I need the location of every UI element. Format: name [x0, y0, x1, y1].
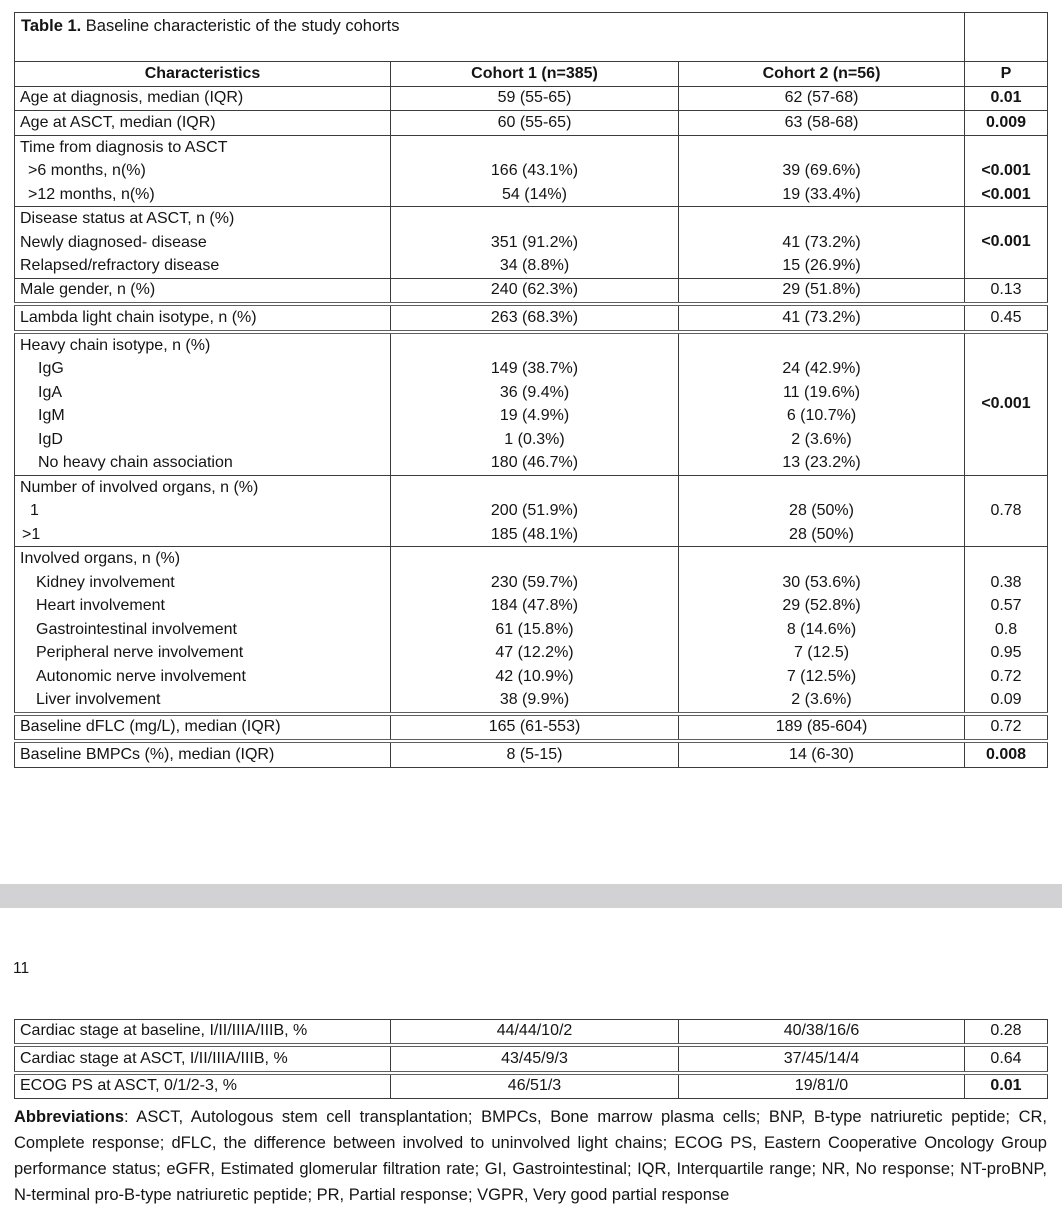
- table-title-row: [15, 13, 1048, 62]
- header-characteristics: Characteristics: [15, 62, 391, 87]
- characteristic-line: IgD: [38, 430, 63, 448]
- p-value-line: 0.57: [990, 597, 1022, 614]
- table-row: [15, 278, 1048, 304]
- p-value-line: 0.72: [990, 667, 1022, 685]
- p-value-cell: <0.001: [965, 207, 1048, 279]
- value-line: 28 (50%): [789, 525, 854, 543]
- table-row: [15, 741, 1048, 767]
- table-row: [15, 207, 1048, 279]
- p-value-cell: 0.13: [965, 278, 1048, 304]
- page-number: 11: [13, 959, 30, 977]
- characteristic-cell: [15, 475, 391, 547]
- characteristic-cell: Male gender, n (%): [15, 278, 391, 304]
- characteristic-cell: Lambda light chain isotype, n (%): [15, 304, 391, 332]
- p-value-line: 0.8: [994, 620, 1018, 638]
- characteristic-line: Involved organs, n (%): [20, 550, 181, 567]
- characteristic-cell: Age at ASCT, median (IQR): [15, 111, 391, 136]
- value-line: [391, 334, 678, 358]
- value-line: 39 (69.6%): [782, 162, 861, 179]
- p-value-cell: <0.001: [965, 332, 1048, 476]
- value-line: 11 (19.6%): [782, 383, 861, 401]
- header-row: [15, 62, 1048, 87]
- cohort1-value-cell: [391, 332, 679, 476]
- cohort1-value-cell: 43/45/9/3: [391, 1045, 679, 1073]
- table-row: [15, 332, 1048, 476]
- header-cohort1: Cohort 1 (n=385): [391, 62, 679, 87]
- value-line: 19 (4.9%): [499, 407, 570, 424]
- value-line: [679, 476, 964, 500]
- table-row: [15, 135, 1048, 207]
- characteristic-line: Relapsed/refractory disease: [20, 257, 220, 274]
- p-value-cell: 0.01: [965, 1073, 1048, 1099]
- characteristic-line: No heavy chain association: [38, 454, 233, 471]
- value-line: 8 (14.6%): [786, 620, 857, 638]
- table-row: [15, 1019, 1048, 1045]
- characteristic-line: Disease status at ASCT, n (%): [20, 210, 235, 227]
- table-title-number: Table 1.: [21, 17, 82, 35]
- value-line: 166 (43.1%): [490, 162, 579, 179]
- p-value-line: [965, 136, 1047, 160]
- p-value-cell: 0.008: [965, 741, 1048, 767]
- characteristic-line: IgM: [38, 407, 65, 424]
- characteristic-line: Heavy chain isotype, n (%): [20, 336, 211, 354]
- abbreviations-note: [14, 1104, 1047, 1208]
- continuation-table-body: [15, 1019, 1048, 1099]
- cohort1-value-cell: 46/51/3: [391, 1073, 679, 1099]
- cohort2-value-cell: [679, 135, 965, 207]
- characteristic-cell: Baseline dFLC (mg/L), median (IQR): [15, 714, 391, 742]
- value-line: 180 (46.7%): [490, 454, 579, 471]
- table-title-cell: [15, 13, 965, 62]
- table-row: [15, 86, 1048, 111]
- p-value-cell: 0.28: [965, 1019, 1048, 1045]
- characteristic-line: Newly diagnosed- disease: [20, 233, 207, 251]
- table-title-empty-cell: [965, 13, 1048, 62]
- value-line: 24 (42.9%): [782, 360, 861, 377]
- header-cohort2: Cohort 2 (n=56): [679, 62, 965, 87]
- characteristic-line: Autonomic nerve involvement: [36, 667, 246, 685]
- table-row: [15, 1045, 1048, 1073]
- characteristic-cell: [15, 207, 391, 279]
- cohort1-value-cell: 263 (68.3%): [391, 304, 679, 332]
- p-value-cell: 0.009: [965, 111, 1048, 136]
- value-line: 200 (51.9%): [490, 502, 579, 519]
- value-line: 7 (12.5%): [786, 667, 857, 685]
- cohort2-value-cell: [679, 332, 965, 476]
- characteristic-cell: Baseline BMPCs (%), median (IQR): [15, 741, 391, 767]
- value-line: [391, 136, 678, 160]
- cohort2-value-cell: 41 (73.2%): [679, 304, 965, 332]
- characteristic-cell: Cardiac stage at ASCT, I/II/IIIA/IIIB, %: [15, 1045, 391, 1073]
- characteristic-cell: [15, 135, 391, 207]
- characteristic-line: Kidney involvement: [36, 573, 175, 591]
- cohort2-value-cell: [679, 207, 965, 279]
- characteristic-line: IgA: [38, 383, 63, 401]
- value-line: 41 (73.2%): [782, 233, 861, 251]
- p-value-cell: 0.64: [965, 1045, 1048, 1073]
- characteristic-line: Liver involvement: [36, 691, 161, 708]
- table-row: [15, 547, 1048, 714]
- value-line: [679, 207, 964, 231]
- cohort2-value-cell: 63 (58-68): [679, 111, 965, 136]
- p-value-cell: [965, 547, 1048, 714]
- value-line: [679, 136, 964, 160]
- value-line: 29 (52.8%): [782, 597, 861, 614]
- cohort1-value-cell: [391, 135, 679, 207]
- p-value-line: 0.38: [990, 573, 1022, 591]
- table-title-text: Baseline characteristic of the study cohorts: [81, 17, 400, 35]
- characteristic-line: Time from diagnosis to ASCT: [20, 138, 228, 156]
- value-line: 47 (12.2%): [495, 644, 574, 661]
- value-line: 185 (48.1%): [490, 525, 579, 543]
- characteristic-line: Heart involvement: [36, 597, 165, 614]
- p-value-line: [965, 547, 1047, 571]
- table-row: [15, 714, 1048, 742]
- abbreviations-label: Abbreviations: [14, 1108, 125, 1126]
- value-line: 230 (59.7%): [490, 573, 579, 591]
- p-value-cell: 0.01: [965, 86, 1048, 111]
- characteristic-cell: [15, 547, 391, 714]
- cohort2-value-cell: 14 (6-30): [679, 741, 965, 767]
- cohort1-value-cell: 8 (5-15): [391, 741, 679, 767]
- value-line: 1 (0.3%): [504, 430, 565, 448]
- value-line: 30 (53.6%): [782, 573, 861, 591]
- value-line: [391, 476, 678, 500]
- header-p-value: P: [965, 62, 1048, 87]
- characteristic-line: Peripheral nerve involvement: [36, 644, 244, 661]
- cohort1-value-cell: [391, 475, 679, 547]
- value-line: 7 (12.5): [793, 644, 850, 661]
- p-value-line: 0.95: [990, 644, 1022, 661]
- table-row: [15, 304, 1048, 332]
- characteristic-line: >6 months, n(%): [28, 162, 146, 179]
- characteristic-cell: Age at diagnosis, median (IQR): [15, 86, 391, 111]
- cohort1-value-cell: [391, 547, 679, 714]
- value-line: 42 (10.9%): [495, 667, 574, 685]
- characteristic-line: >1: [22, 525, 41, 543]
- value-line: 36 (9.4%): [499, 383, 570, 401]
- characteristic-line: IgG: [38, 360, 64, 377]
- cohort1-value-cell: 165 (61-553): [391, 714, 679, 742]
- p-value-cell: 0.45: [965, 304, 1048, 332]
- value-line: 6 (10.7%): [786, 407, 857, 424]
- cohort2-value-cell: 40/38/16/6: [679, 1019, 965, 1045]
- continuation-table: [14, 1019, 1048, 1100]
- cohort2-value-cell: [679, 475, 965, 547]
- table-row: [15, 475, 1048, 547]
- value-line: 351 (91.2%): [490, 233, 579, 251]
- cohort2-value-cell: 19/81/0: [679, 1073, 965, 1099]
- cohort2-value-cell: 62 (57-68): [679, 86, 965, 111]
- value-line: 184 (47.8%): [490, 597, 579, 614]
- characteristic-line: >12 months, n(%): [28, 185, 155, 203]
- characteristic-line: 1: [30, 502, 39, 519]
- table-row: [15, 111, 1048, 136]
- abbreviations-text: : ASCT, Autologous stem cell transplantation; BMPCs, Bone marrow plasma cells; BNP, B-type natriuretic peptide; CR, Complete response; dFLC, the difference between involved to uninvolved light chains; ECOG PS, Eastern Cooperative Oncology Group performance status; eGFR, Estimated glomerular filtration rate; GI, Gastrointestinal; IQR, Interquartile range; NR, No response; NT-proBNP, N-terminal pro-B-type natriuretic peptide; PR, Partial response; VGPR, Very good partial response: [14, 1108, 1047, 1204]
- value-line: 19 (33.4%): [782, 185, 861, 203]
- cohort2-value-cell: [679, 547, 965, 714]
- characteristic-cell: ECOG PS at ASCT, 0/1/2-3, %: [15, 1073, 391, 1099]
- value-line: 149 (38.7%): [490, 360, 579, 377]
- page-break-bar: [0, 884, 1062, 908]
- p-value-line: <0.001: [981, 162, 1031, 179]
- value-line: 38 (9.9%): [499, 691, 570, 708]
- cohort1-value-cell: 240 (62.3%): [391, 278, 679, 304]
- cohort1-value-cell: 44/44/10/2: [391, 1019, 679, 1045]
- cohort2-value-cell: 29 (51.8%): [679, 278, 965, 304]
- cohort2-value-cell: 37/45/14/4: [679, 1045, 965, 1073]
- cohort2-value-cell: 189 (85-604): [679, 714, 965, 742]
- cohort1-value-cell: 59 (55-65): [391, 86, 679, 111]
- document-page: [0, 12, 1062, 1212]
- table-row: [15, 1073, 1048, 1099]
- baseline-table-body: [15, 13, 1048, 768]
- value-line: 34 (8.8%): [499, 257, 570, 274]
- value-line: [679, 547, 964, 571]
- value-line: [391, 207, 678, 231]
- value-line: 2 (3.6%): [791, 430, 852, 448]
- characteristic-line: Gastrointestinal involvement: [36, 620, 237, 638]
- cohort1-value-cell: 60 (55-65): [391, 111, 679, 136]
- value-line: 54 (14%): [502, 185, 567, 203]
- value-line: [679, 334, 964, 358]
- p-value-cell: [965, 135, 1048, 207]
- value-line: 61 (15.8%): [495, 620, 574, 638]
- value-line: [391, 547, 678, 571]
- value-line: 13 (23.2%): [782, 454, 861, 471]
- p-value-line: <0.001: [981, 185, 1031, 203]
- p-value-line: 0.09: [990, 691, 1022, 708]
- characteristic-line: Number of involved organs, n (%): [20, 478, 259, 496]
- value-line: 28 (50%): [789, 502, 854, 519]
- baseline-characteristics-table: [14, 12, 1048, 768]
- p-value-cell: 0.72: [965, 714, 1048, 742]
- p-value-cell: 0.78: [965, 475, 1048, 547]
- characteristic-cell: [15, 332, 391, 476]
- value-line: 2 (3.6%): [791, 691, 852, 708]
- cohort1-value-cell: [391, 207, 679, 279]
- value-line: 15 (26.9%): [782, 257, 861, 274]
- characteristic-cell: Cardiac stage at baseline, I/II/IIIA/IIIB, %: [15, 1019, 391, 1045]
